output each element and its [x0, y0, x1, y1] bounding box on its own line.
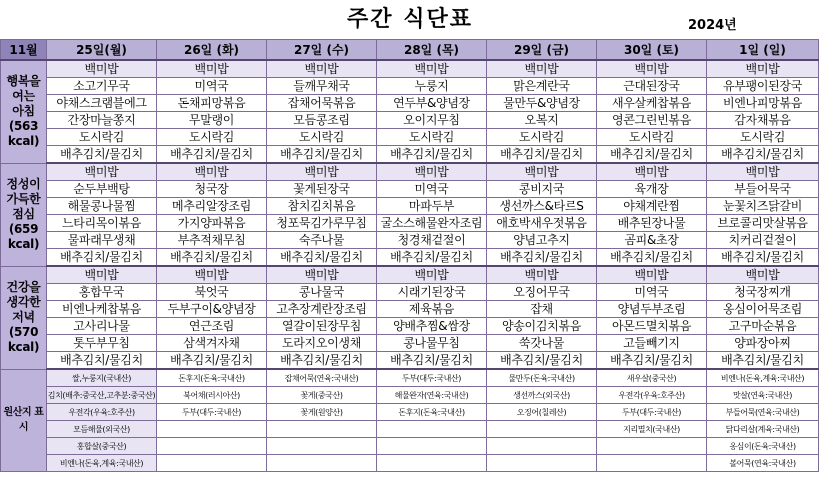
origin-cell [487, 421, 597, 438]
menu-cell: 부추적채무침 [157, 232, 267, 249]
menu-cell: 백미밥 [597, 266, 707, 284]
menu-cell: 홍합무국 [47, 284, 157, 301]
menu-cell: 옹심이어묵조림 [707, 301, 819, 318]
meal-row [1, 232, 819, 249]
origin-cell: 지리멸치(국내산) [597, 421, 707, 438]
menu-cell: 가지양파볶음 [157, 215, 267, 232]
menu-cell: 백미밥 [377, 60, 487, 78]
meal-label-line: kcal) [7, 134, 40, 149]
menu-cell: 백미밥 [267, 163, 377, 181]
menu-cell: 고사리나물 [47, 318, 157, 335]
menu-cell: 백미밥 [157, 163, 267, 181]
menu-cell: 백미밥 [487, 60, 597, 78]
menu-cell: 두부구이&양념장 [157, 301, 267, 318]
meal-row [1, 129, 819, 146]
menu-cell: 백미밥 [157, 266, 267, 284]
menu-cell: 배추김치/물김치 [377, 249, 487, 267]
menu-cell: 배추김치/물김치 [597, 352, 707, 370]
origin-cell: 꽃게(원양산) [267, 404, 377, 421]
menu-cell: 무말랭이 [157, 112, 267, 129]
menu-cell: 순두부백탕 [47, 181, 157, 198]
menu-cell: 미역국 [377, 181, 487, 198]
menu-cell: 비엔나피망볶음 [707, 95, 819, 112]
menu-cell: 콩나물국 [267, 284, 377, 301]
menu-cell: 눈꽃치즈닭갈비 [707, 198, 819, 215]
menu-cell: 열갈이된장무침 [267, 318, 377, 335]
origin-cell: 우전각(우육:호주산) [597, 387, 707, 404]
origin-cell: 두부(대두:국내산) [377, 369, 487, 387]
origin-cell: 두부(대두:국내산) [597, 404, 707, 421]
origin-cell: 비엔나(돈육,계육:국내산) [707, 369, 819, 387]
menu-cell: 삼색겨자채 [157, 335, 267, 352]
origin-cell [377, 455, 487, 472]
meal-label [1, 266, 47, 369]
origin-cell: 잡채어묵(연육:국내산) [267, 369, 377, 387]
origin-cell: 우전각(우육:호주산) [47, 404, 157, 421]
day-header: 1일 (일) [707, 40, 819, 61]
origin-cell [267, 438, 377, 455]
menu-cell: 모듬콩조림 [267, 112, 377, 129]
menu-table [0, 39, 819, 472]
menu-cell: 배추김치/물김치 [487, 352, 597, 370]
meal-row [1, 60, 819, 78]
menu-cell: 도라지오이생채 [267, 335, 377, 352]
menu-cell: 고구마순볶음 [707, 318, 819, 335]
menu-cell: 백미밥 [707, 163, 819, 181]
menu-cell: 백미밥 [597, 163, 707, 181]
origin-cell: 돈후지(돈육:국내산) [157, 369, 267, 387]
menu-cell: 백미밥 [267, 60, 377, 78]
menu-cell: 백미밥 [47, 266, 157, 284]
menu-cell: 백미밥 [707, 266, 819, 284]
meal-row [1, 249, 819, 267]
menu-cell: 치커리겉절이 [707, 232, 819, 249]
menu-cell: 배추김치/물김치 [267, 249, 377, 267]
origin-cell [377, 438, 487, 455]
menu-cell: 도시락김 [267, 129, 377, 146]
menu-cell: 백미밥 [377, 163, 487, 181]
meal-row [1, 146, 819, 164]
menu-cell: 들깨무채국 [267, 78, 377, 95]
menu-cell: 백미밥 [707, 60, 819, 78]
meal-row [1, 266, 819, 284]
meal-label-line: kcal) [7, 237, 40, 251]
menu-cell: 메추리알장조림 [157, 198, 267, 215]
origin-row [1, 455, 819, 472]
meal-label-line: 점심 [12, 207, 35, 221]
origin-cell [267, 455, 377, 472]
menu-cell: 백미밥 [267, 266, 377, 284]
origin-cell: 부들어묵(연육:국내산) [707, 404, 819, 421]
menu-cell: 양송이김치볶음 [487, 318, 597, 335]
origin-cell [597, 455, 707, 472]
menu-cell: 숙주나물 [267, 232, 377, 249]
menu-cell: 도시락김 [47, 129, 157, 146]
origin-row [1, 438, 819, 455]
menu-cell: 배추김치/물김치 [377, 146, 487, 164]
day-header: 30일 (토) [597, 40, 707, 61]
menu-cell: 브로콜리맛살볶음 [707, 215, 819, 232]
origin-cell: 오징어(칠레산) [487, 404, 597, 421]
menu-cell: 배추김치/물김치 [597, 249, 707, 267]
origin-cell [487, 455, 597, 472]
menu-cell: 배추김치/물김치 [47, 146, 157, 164]
menu-cell: 배추김치/물김치 [157, 146, 267, 164]
menu-cell: 아몬드멸치볶음 [597, 318, 707, 335]
menu-cell: 백미밥 [47, 60, 157, 78]
origin-cell: 물만두(돈육:국내산) [487, 369, 597, 387]
meal-row [1, 163, 819, 181]
menu-cell: 배추김치/물김치 [47, 352, 157, 370]
origin-cell: 새우살(중국산) [597, 369, 707, 387]
meal-row [1, 318, 819, 335]
menu-cell: 양념두부조림 [597, 301, 707, 318]
menu-cell: 비엔나케찹볶음 [47, 301, 157, 318]
origin-row [1, 369, 819, 387]
menu-cell: 새우살케찹볶음 [597, 95, 707, 112]
menu-cell: 배추김치/물김치 [487, 249, 597, 267]
menu-cell: 오징어무국 [487, 284, 597, 301]
menu-cell: 꽃게된장국 [267, 181, 377, 198]
header-row [1, 40, 819, 61]
meal-label-line: (659 [8, 222, 39, 236]
menu-cell: 배추김치/물김치 [47, 249, 157, 267]
menu-cell: 청경채겉절이 [377, 232, 487, 249]
menu-cell: 배추된장나물 [597, 215, 707, 232]
origin-cell: 꽃게(중국산) [267, 387, 377, 404]
menu-cell: 백미밥 [487, 163, 597, 181]
menu-cell: 생선까스&타르S [487, 198, 597, 215]
month-header: 11월 [1, 40, 47, 61]
menu-cell: 백미밥 [157, 60, 267, 78]
menu-cell: 간장마늘쫑지 [47, 112, 157, 129]
origin-row [1, 387, 819, 404]
menu-cell: 배추김치/물김치 [157, 249, 267, 267]
menu-cell: 도시락김 [377, 129, 487, 146]
meal-label [1, 163, 47, 266]
menu-cell: 유부팽이된장국 [707, 78, 819, 95]
menu-cell: 배추김치/물김치 [707, 352, 819, 370]
menu-cell: 배추김치/물김치 [487, 146, 597, 164]
year-label: 2024년 [688, 18, 737, 33]
menu-cell: 근대된장국 [597, 78, 707, 95]
meal-row [1, 78, 819, 95]
menu-cell: 오이지무침 [377, 112, 487, 129]
menu-cell: 백미밥 [597, 60, 707, 78]
menu-cell: 느타리목이볶음 [47, 215, 157, 232]
meal-label [1, 60, 47, 163]
meal-label-line: 정성이 [6, 177, 41, 191]
day-header: 28일 (목) [377, 40, 487, 61]
meal-label-line: 아침 [12, 104, 35, 119]
menu-cell: 돈채피망볶음 [157, 95, 267, 112]
origin-cell [157, 438, 267, 455]
meal-label-line: (570 [8, 325, 39, 339]
menu-cell: 맑은계란국 [487, 78, 597, 95]
menu-cell: 애호박새우젓볶음 [487, 215, 597, 232]
meal-row [1, 352, 819, 370]
menu-cell: 야채계란찜 [597, 198, 707, 215]
meal-label-line: 생각한 [6, 295, 41, 309]
origin-row [1, 421, 819, 438]
origin-cell [377, 421, 487, 438]
meal-row [1, 215, 819, 232]
day-header: 26일 (화) [157, 40, 267, 61]
menu-cell: 배추김치/물김치 [377, 352, 487, 370]
menu-cell: 감자채볶음 [707, 112, 819, 129]
menu-cell: 영콘그린빈볶음 [597, 112, 707, 129]
menu-cell: 청국장찌개 [707, 284, 819, 301]
menu-cell: 물만두&양념장 [487, 95, 597, 112]
page-title: 주간 식단표 [347, 7, 473, 32]
menu-cell: 북엇국 [157, 284, 267, 301]
menu-cell: 도시락김 [487, 129, 597, 146]
menu-cell: 양배추찜&쌈장 [377, 318, 487, 335]
meal-label-line: (563 [8, 119, 39, 134]
menu-cell: 누룽지 [377, 78, 487, 95]
menu-cell: 곰피&초장 [597, 232, 707, 249]
menu-cell: 물파래무생채 [47, 232, 157, 249]
meal-label-line: 저녁 [12, 310, 35, 324]
origin-cell: 김치(배추:중국산,고추분:중국산) [47, 387, 157, 404]
origin-cell: 생선까스(외국산) [487, 387, 597, 404]
meal-label-line: 건강을 [6, 280, 41, 294]
menu-cell: 고들빼기지 [597, 335, 707, 352]
day-header: 25일(월) [47, 40, 157, 61]
menu-cell: 배추김치/물김치 [267, 146, 377, 164]
menu-cell: 백미밥 [47, 163, 157, 181]
origin-cell: 해물완자(연육:국내산) [377, 387, 487, 404]
origin-cell [597, 438, 707, 455]
origin-row [1, 404, 819, 421]
origin-cell [487, 438, 597, 455]
menu-cell: 잡채어묵볶음 [267, 95, 377, 112]
menu-cell: 콩비지국 [487, 181, 597, 198]
origin-cell: 볼어묵(연육:국내산) [707, 455, 819, 472]
menu-cell: 배추김치/물김치 [267, 352, 377, 370]
menu-cell: 야채스크램블에그 [47, 95, 157, 112]
menu-cell: 양념고추지 [487, 232, 597, 249]
day-header: 27일 (수) [267, 40, 377, 61]
menu-cell: 도시락김 [597, 129, 707, 146]
menu-cell: 미역국 [157, 78, 267, 95]
origin-label: 원산지 표시 [1, 369, 47, 472]
menu-cell: 배추김치/물김치 [707, 146, 819, 164]
origin-cell: 닭다리살(계육:국내산) [707, 421, 819, 438]
origin-cell: 맛살(연육:국내산) [707, 387, 819, 404]
meal-row [1, 284, 819, 301]
meal-label-line: 행복을 [6, 74, 41, 89]
menu-cell: 고추장계란장조림 [267, 301, 377, 318]
menu-cell: 양파장아찌 [707, 335, 819, 352]
menu-cell: 도시락김 [157, 129, 267, 146]
origin-cell [157, 421, 267, 438]
origin-cell: 북어채(러시아산) [157, 387, 267, 404]
origin-cell [157, 455, 267, 472]
menu-cell: 제육볶음 [377, 301, 487, 318]
origin-cell: 비엔나(돈육,계육:국내산) [47, 455, 157, 472]
menu-cell: 연근조림 [157, 318, 267, 335]
origin-cell: 돈후지(돈육:국내산) [377, 404, 487, 421]
meal-row [1, 198, 819, 215]
menu-cell: 청국장 [157, 181, 267, 198]
origin-cell: 홍합살(중국산) [47, 438, 157, 455]
menu-cell: 부들어묵국 [707, 181, 819, 198]
menu-cell: 백미밥 [377, 266, 487, 284]
menu-cell: 도시락김 [707, 129, 819, 146]
origin-cell [267, 421, 377, 438]
meal-label-line: 가득한 [6, 192, 41, 206]
menu-cell: 잡채 [487, 301, 597, 318]
meal-row [1, 95, 819, 112]
menu-cell: 배추김치/물김치 [157, 352, 267, 370]
menu-cell: 톳두부무침 [47, 335, 157, 352]
origin-cell: 옹심이(돈육:국내산) [707, 438, 819, 455]
menu-cell: 마파두부 [377, 198, 487, 215]
day-header: 29일 (금) [487, 40, 597, 61]
menu-cell: 백미밥 [487, 266, 597, 284]
meal-label-line: kcal) [7, 340, 40, 354]
menu-cell: 굴소스해물완자조림 [377, 215, 487, 232]
origin-cell: 쌀,누룽지(국내산) [47, 369, 157, 387]
menu-cell: 청포묵김가루무침 [267, 215, 377, 232]
menu-cell: 콩나물무침 [377, 335, 487, 352]
meal-row [1, 181, 819, 198]
menu-cell: 육개장 [597, 181, 707, 198]
meal-label-line: 여는 [12, 89, 35, 104]
meal-row [1, 301, 819, 318]
menu-cell: 시래기된장국 [377, 284, 487, 301]
menu-cell: 참치김치볶음 [267, 198, 377, 215]
meal-row [1, 335, 819, 352]
origin-cell: 두부(대두:국내산) [157, 404, 267, 421]
menu-cell: 해물콩나물찜 [47, 198, 157, 215]
menu-cell: 소고기무국 [47, 78, 157, 95]
menu-cell: 배추김치/물김치 [707, 249, 819, 267]
origin-cell: 모듬해물(외국산) [47, 421, 157, 438]
menu-cell: 쑥갓나물 [487, 335, 597, 352]
menu-cell: 배추김치/물김치 [597, 146, 707, 164]
menu-cell: 오복지 [487, 112, 597, 129]
menu-cell: 미역국 [597, 284, 707, 301]
menu-cell: 연두부&양념장 [377, 95, 487, 112]
meal-row [1, 112, 819, 129]
